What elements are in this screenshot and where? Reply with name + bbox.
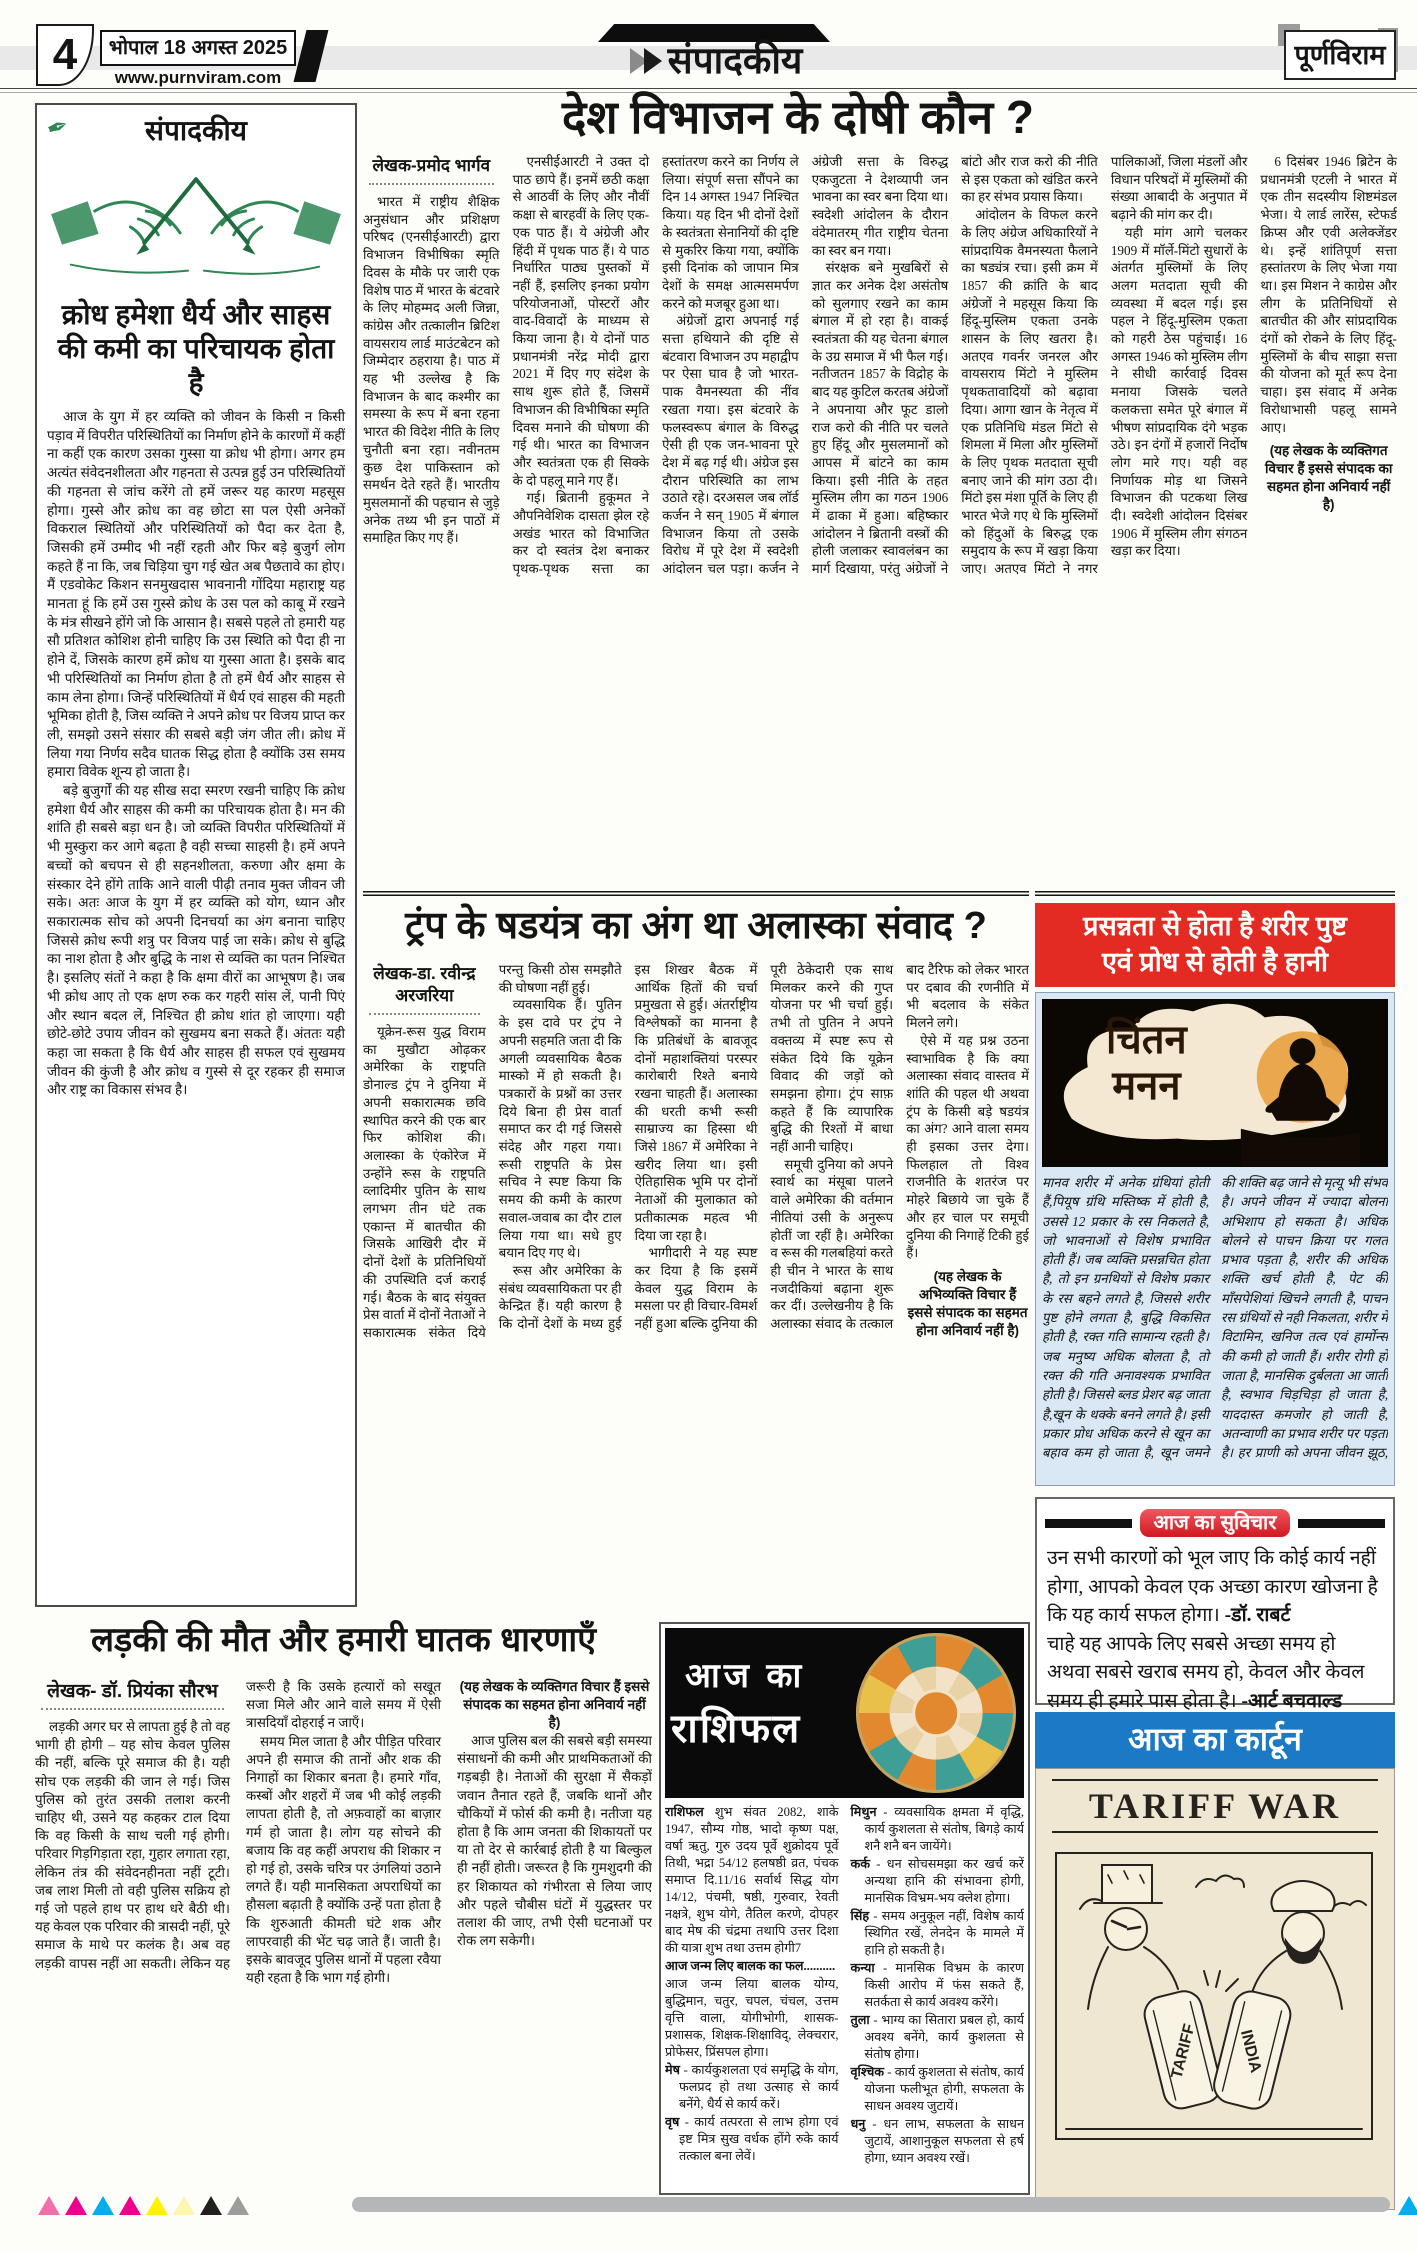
article-paragraph: भारत में राष्ट्रीय शैक्षिक अनुसंधान और प्रशिक्षण परिषद (एनसीईआरटी) द्वारा विभाजन विभीषिका स्मृति दिवस के मौके पर जारी एक विशेष पाठ में भारत के बंटवारे के लिए मोहम्मद अली जिन्ना, कांग्रेस और तत्कालीन ब्रिटिश वायसराय लार्ड माउंटबेटन को जिम्मेदार ठहराया है। पाठ में यह भी उल्लेख है कि विभाजन के बाद कश्मीर का समस्या के रूप में बना रहना भारत की विदेश नीति के लिए चुनौती बना रहा। नवीनतम कुछ देश पाकिस्तान को समर्थन देते रहते हैं। भारतीय मुसलमानों की पहचान से जुड़े अनेक तथ्य भी इन पाठों में समाहित किए गए हैं। [363, 194, 500, 546]
section-divider [363, 891, 1029, 898]
masthead-title: पूर्णविराम [1284, 30, 1396, 80]
header-bar [1045, 1519, 1132, 1528]
zodiac-wheel [856, 1633, 1016, 1793]
health-headline-line1: प्रसन्नता से होता है शरीर पुष्ट [1083, 911, 1347, 941]
chintan-manan-box [1035, 992, 1395, 1486]
shield-label-india: INDIA [1237, 2028, 1265, 2075]
girl-article-headline: लड़की की मौत और हमारी घातक धारणाएँ [90, 1621, 597, 1659]
trump-article-byline: लेखक-डा. रवीन्द्र अरजरिया [373, 964, 476, 1005]
rashi-sign: कर्क [850, 1857, 870, 1871]
rashi-text: - धन सोचसमझा कर खर्च करें अन्यथा हानि की संभावना होगी, मानसिक विभ्रम-भय क्लेश होगा। [864, 1857, 1024, 1905]
rashi-text: - मानसिक विभ्रम के कारण किसी आरोप में फंस सकते हैं, सतर्कता से कार्य अवश्य करेंगे। [864, 1961, 1024, 2009]
article-paragraph: समूची दुनिया को अपने स्वार्थ का मंसूबा पालने वाले अमेरिका की वर्तमान नीतियां उसी के अनुरूप होतीं जा रहीं है। अमेरिका व रूस की गलबहियां करते ही चीन ने भारत के साथ नजदीकियां बढ़ाना शुरू कर दीं। उल्लेखनीय है कि अलास्का संवाद के तत्काल बाद टैरिफ को लेकर भारत पर दबाव की रणनीति में भी बदलाव के संकेत मिलने लगे। [770, 962, 1029, 1332]
tariff-war-cartoon [1046, 1835, 1382, 2165]
quote-text: चाहे यह आपके लिए सबसे अच्छा समय हो अथवा सबसे खराब समय हो, केवल और केवल समय ही हमारे पास होता है। [1047, 1633, 1365, 1712]
article-paragraph: यही मांग आगे चलकर 1909 में मॉर्ले-मिंटो सुधारों के अंतर्गत मुस्लिमों के लिए अलग मतदाता सूची की व्यवस्था में बदल गई। इस पहल ने हिंदू-मुस्लिम एकता को गहरी ठेस पहुंचाई। 16 अगस्त 1946 को मुस्लिम लीग ने सीधी कार्रवाई दिवस मनाया जिसके चलते कलकत्ता समेत पूरे बंगाल में भीषण सांप्रदायिक दंगे भड़क उठे। इन दंगों में हजारों निर्दोष लोग मारे गए। यही वह निर्णायक मोड़ था जिसने विभाजन की पटकथा लिख दी। स्वदेशी आंदोलन दिसंबर 1906 में मुस्लिम लीग संगठन खड़ा कर दिया। [1110, 224, 1248, 559]
article-paragraph: ऐसे में यह प्रश्न उठना स्वाभाविक है कि क्या अलास्का संवाद वास्तव में शांति की पहल थी अथवा ट्रंप के किसी बड़े षडयंत्र का अंग? आने वाला समय ही इसका उत्तर देगा। फिलहाल तो विश्व राजनीति के शतरंज पर मोहरे बिछाये जा चुके हैं और हर चाल पर समूची दुनिया की निगाहें टिकी हुई हैं। [906, 1032, 1029, 1261]
rashi-sign: मेष [665, 2063, 680, 2077]
rashi-entry [851, 1908, 1025, 1959]
rashifal-intro-label: राशिफल [665, 1805, 704, 1819]
trump-article-headline: ट्रंप के षडयंत्र का अंग था अलास्का संवाद ? [405, 905, 987, 947]
rashifal-box [659, 1622, 1030, 2195]
article-paragraph: 6 दिसंबर 1946 ब्रिटेन के प्रधानमंत्री एटली ने भारत में एक तीन सदस्यीय शिष्टमंडल भेजा। ये लार्ड लारेंस, स्टेफर्ड क्रिप्स और एवी अलेक्जेंडर थे। इन्हें शांतिपूर्ण सत्ता हस्तांतरण के लिए भेजा गया था। इस मिशन ने काग्रेस और लीग के प्रतिनिधियों से बातचीत की और सांप्रदायिक दंगों को रोकने के लिए हिंदू-मुस्लिमों के बीच साझा सत्ता की योजना को मूर्त रूप देना चाहा। इस संवाद में अनेक विरोधाभासी पहलू सामने आए। [1260, 154, 1397, 435]
header-bar [1298, 1519, 1385, 1528]
print-registration-marks [38, 2196, 249, 2215]
lead-article-byline: लेखक-प्रमोद भार्गव [372, 156, 491, 175]
cartoon-box [1035, 1712, 1395, 2210]
quote-text: उन सभी कारणों को भूल जाए कि कोई कार्य नहीं होगा, आपको केवल एक अच्छा कारण खोजना है कि यह कार्य सफल होगा। [1047, 1548, 1378, 1626]
rashi-sign: सिंह [850, 1909, 870, 1923]
trump-article-disclaimer: (यह लेखक के अभिव्यक्ति विचार हैं इससे संपादक का सहमत होना अनिवार्य नहीं है) [907, 1268, 1028, 1338]
article-paragraph: संरक्षक बने मुखबिरों से ज्ञात कर अनेक देश असंतोष को सुलगाए रखने का काम बंगाल में हो रहा है। वाकई स्वतंत्रता की यह चेतना बंगाल के उग्र समाज में भी फैल गई। नतीजतन 1857 के विद्रोह के बाद यह कुटिल करतब अंग्रेजों ने अपनाया और फूट डालो राज करो की नीति पर चलते हुए हिंदू और मुसलमानों को आपस में बांटने का काम किया। इसी नीति के तहत मुस्लिम लीग का गठन 1906 में ढाका में हुआ। बहिष्कार आंदोलन ने ब्रितानी वस्त्रों की होली जलाकर स्वावलंबन का मार्ग दिखाया, परंतु अंग्रेजों ने बांटो और राज करो की नीति से इस एकता को खंडित करने का हर संभव प्रयास किया। [811, 154, 1098, 577]
rashifal-title-line2: राशिफल [671, 1707, 802, 1751]
balak-heading: आज जन्म लिए बालक का फल.......... [665, 1959, 836, 1973]
registration-triangle [38, 2196, 60, 2215]
registration-triangle [119, 2196, 141, 2215]
writing-hands-illustration [47, 149, 345, 289]
page-number: 4 [36, 24, 94, 86]
registration-triangle [146, 2196, 168, 2215]
girl-article-body [35, 1678, 652, 2186]
editorial-box [35, 103, 357, 1607]
rashi-sign: वृष [665, 2115, 680, 2129]
rashi-text: - कार्य कुशलता से संतोष, कार्य योजना फलीभूत होगी, सफलता के साधन अवश्य जुटायें। [864, 2065, 1024, 2113]
girl-article-disclaimer: (यह लेखक के व्यक्तिगत विचार हैं इससे संपादक का सहमत होना अनिवार्य नहीं है) [459, 1679, 650, 1730]
byline-divider [41, 1708, 224, 1710]
quill-pen-icon: ✒ [42, 110, 73, 145]
rashi-text: - कार्य तत्परता से लाभ होगा एवं इष्ट मित्र सुख वर्धक होंगे रुके कार्य तत्काल बना लेवें। [679, 2115, 839, 2163]
registration-triangle [65, 2196, 87, 2215]
trump-article-body [363, 961, 1029, 1607]
section-header [566, 40, 866, 82]
article-paragraph: गई। ब्रितानी हुकूमत ने औपनिवेशिक दासता झेल रहे अखंड भारत को विभाजित कर दो स्वतंत्र देश बनाकर पृथक-पृथक सत्ता का हस्तांतरण करने का निर्णय ले लिया। संपूर्ण सत्ता सौंपने का दिन 14 अगस्त 1947 निश्चित किया। यह दिन भी दोनों देशों के स्वतंत्रता सेनानियों की दृष्टि से मुकरिर किया गया, क्योंकि इसी दिनांक को जापान मित्र देशों के समक्ष आत्मसमर्पण करने को मजबूर हुआ था। [512, 154, 799, 577]
article-paragraph: समय मिल जाता है और पीड़ित परिवार अपने ही समाज की तानों और शक की निगाहों का शिकार बनता है। हमारे गाँव, कस्बों और शहरों में जब भी कोई लड़की लापता होती है, तो अफ़वाहों का बाज़ार गर्म हो जाता है। लोग यह सोचने की बजाय कि वह कहीं अपराध की शिकार न हो गई हो, उसके चरित्र पर उंगलियां उठाने लगते हैं। यही मानसिकता अपराधियों का हौसला बढ़ाती है क्योंकि उन्हें पता होता है कि शुरुआती कीमती घंटे शक और लापरवाही की भेंट चढ़ जाते हैं। जाती है। इसके बावजूद पुलिस थानों में पहला रवैया यही रहता है कि भाग गई होगी। [246, 1733, 441, 1986]
article-paragraph: भागीदारी ने यह स्पष्ट कर दिया है कि इसमें केवल युद्ध विराम के मसला पर ही विचार-विमर्श नहीं हुआ बल्कि दुनिया की पूरी ठेकेदारी एक साथ मिलकर करने की गुप्त योजना पर भी चर्चा हुई। तभी तो पुतिन ने अपने वक्तव्य में स्पष्ट रूप से संकेत दिये कि यूक्रेन विवाद की जड़ों को समझना होगा। ट्रंप साफ़ कहते हैं कि व्यापारिक बुद्धि की रिश्तों में बाधा नहीं आनी चाहिए। [634, 962, 894, 1332]
chintan-body: मानव शरीर में अनेक ग्रंथियां होती हैं,पियूष ग्रंथि मस्तिष्क में होती है, उससे 12 प्रकार के रस निकलते है, जो भावनाओं से विशेष प्रभावित होती हैं। जब व्यक्ति प्रसन्नचित होता है, तो इन ग्रनथियों से विशेष प्रकार के रस बहने लगते है, जिससे शरीर पुष्ट होने लगता है, बुद्धि विकसित होती है, रक्त गति सामान्य रहती है। जब मनुष्य अधिक बोलता है, तो रक्त की गति अनावश्यक प्रभावित होती है। जिससे ब्लड प्रेशर बढ़ जाता है,खून के थक्के बनने लगते है। इसी प्रकार प्रोध अधिक करने से खून का बहाव कम हो जाता है, खून जमने की शक्ति बढ़ जाने से मृत्यू भी संभव है। अपने जीवन में ज्यादा बोलना अभिशाप हो सकता है। अधिक बोलने से पाचन क्रिया पर गलत प्रभाव पड़ता है, शरीर की अधिक शक्ति खर्च होती है, पेट की माँसपेशियां खिचने लगती है, पाचन रस ग्रंथियों से नही निकलता, शरीर में विटामिन, खनिज तत्व एवं हार्मोन्स की कमी हो जाती हैं। शरीर रोगी हो जाता है, मानसिक दुर्बलता आ जाती है, स्वभाव चिड़चिड़ा हो जाता है, याददास्त कमजोर हो जाती है, अतन्वाणी का प्रभाव शरीर पर पड़ता है। हर प्राणी को अपना जीवन झूठ, [1042, 1175, 1388, 1461]
rashi-entry [851, 1804, 1025, 1855]
rashi-text: - भाग्य का सितारा प्रबल हो, कार्य अवश्य बनेंगे, कार्य कुशलता से संतोष होगा। [864, 2013, 1024, 2061]
rashi-text: - कार्यकुशलता एवं समृद्धि के योग, फलप्रद हो तथा उत्साह से कार्य बनेंगे, धैर्य से कार्य करें। [679, 2063, 839, 2111]
rashi-text: - समय अनुकूल नहीं, विशेष कार्य स्थिगित रखें, लेनदेन के मामले में हानि हो सकती है। [864, 1909, 1024, 1957]
rashi-text: - धन लाभ, सफलता के साधन जुटायें, आशानुकूल सफलता से हर्ष होगा, ध्यान अवश्य रखें। [864, 2117, 1024, 2165]
chintan-title [1106, 1017, 1187, 1109]
website-url: www.purnviram.com [114, 68, 282, 87]
rashi-sign: धनु [850, 2117, 866, 2131]
rashifal-intro [665, 1804, 839, 1957]
suvichar-box [1035, 1497, 1395, 1712]
zodiac-wheel-center [915, 1692, 957, 1734]
cartoon-body [1035, 1768, 1395, 2210]
date-box: भोपाल 18 अगस्त 2025 [100, 30, 296, 66]
rashi-text: - व्यवसायिक क्षमता में वृद्धि, कार्य कुशलता से संतोष, बिगड़े कार्य शनै शनै बन जायेंगे। [864, 1805, 1024, 1853]
balak-text: आज जन्म लिया बालक योग्य, बुद्धिमान, चतुर, चपल, चंचल, उत्तम वृत्ति वाला, योगीभोगी, शासक-प्रशासक, शिक्षक-शिक्षाविद्, लेक्चरार, प्रोफेसर, प्रिंसपल होगा। [665, 1977, 839, 2059]
byline-divider [369, 183, 494, 185]
article-paragraph: एनसीईआरटी ने उक्त दो पाठ छापे हैं। इनमें छठी कक्षा से आठवीं के लिए और नौवीं कक्षा से बारहवीं के लिए एक-एक पाठ हैं। ये अंग्रेजी और हिंदी में पृथक पाठ हैं। ये पाठ निर्धारित पाठ्य पुस्तकों में नहीं हैं, इसलिए इनका प्रयोग परियोजनाओं, पोस्टरों और वाद-विवादों के माध्यम से किया जाना है। ये दोनों पाठ प्रधानमंत्री नरेंद्र मोदी द्वारा 2021 में दिए गए संदेश के साथ शुरू होते हैं, जिसमें विभाजन की विभीषिका स्मृति दिवस मनाने की घोषणा की गई थी। भारत का विभाजन और स्वतंत्रता एक ही सिक्के के दो पहलू माने गए हैं। [512, 154, 650, 488]
rashifal-title-line1: आज का [685, 1657, 806, 1695]
article-paragraph: लड़की अगर घर से लापता हुई है तो वह भागी ही होगी – यह सोच केवल पुलिस की नहीं, बल्कि पूरे समाज की है। यही सोच एक लड़की की जान ले गई। जिस पुलिस को तुरंत उसकी तलाश करनी चाहिए थी, उसने यह कहकर टाल दिया कि वह किसी के साथ चली गई होगी। परिवार गिड़गिड़ाता रहा, गुहार लगाता रहा, लेकिन तंत्र की संवेदनहीनता नहीं टूटी। जब लाश मिली तो वही पुलिस सक्रिय हो गई जो पहले हाथ पर हाथ धरे बैठी थी। यह केवल एक परिवार की त्रासदी नहीं, पूरे समाज के माथे पर कलंक है। अब वह लड़की वापस नहीं आ सकती। लेकिन यह जरूरी है कि उसके हत्यारों को सखूत सजा मिले और आने वाले समय में ऐसी त्रासदियाँ दोहराई न जाएँ। [35, 1679, 441, 1971]
editorial-box-title: संपादकीय [145, 115, 247, 146]
rashifal-banner [665, 1628, 1024, 1798]
chintan-title-line1: चिंतन [1106, 1018, 1187, 1062]
suvichar-title: आज का सुविचार [1140, 1509, 1291, 1537]
article-paragraph: आंदोलन के विफल करने के लिए अंग्रेज अधिकारियों ने सांप्रदायिक वैमनस्यता फैलाने का षड्यंत्र रचा। इसी क्रम में 1857 की क्रांति के बाद अंग्रेजों ने महसूस किया कि हिंदू-मुस्लिम एकता उनके शासन के लिए खतरा है। अतएव गवर्नर जनरल और वायसराय मिंटो ने मुस्लिम पृथकतावादियों को बढ़ावा दिया। आगा खान के नेतृत्व में एक प्रतिनिधि मंडल मिंटो से शिमला में मिला और मुस्लिमों के लिए पृथक मतदाता सूची बनाए जाने की मांग उठा दी। मिंटो इस मंशा पूर्ति के लिए ही भारत भेजे गए थे कि मुस्लिमों को हिंदुओं के बिरुद्ध एक समुदाय के रूप में खड़ा किया जाए। अतएव मिंटो ने नगर पालिकाओं, जिला मंडलों और विधान परिषदों में मुस्लिमों की संख्या आबादी के अनुपात में बढ़ाने की मांग कर दी। [961, 154, 1248, 577]
rashi-sign: वृश्चिक [850, 2065, 885, 2079]
registration-triangle [1398, 2196, 1417, 2215]
lead-article-disclaimer: (यह लेखक के व्यक्तिगत विचार हैं इससे संपादक का सहमत होना अनिवार्य नहीं है) [1264, 443, 1393, 513]
article-paragraph: आज पुलिस बल की सबसे बड़ी समस्या संसाधनों की कमी और प्राथमिकताओं की गड़बड़ी है। नेताओं की सुरक्षा में सैकड़ों जवान तैनात रहते हैं, जबकि थानों और चौकियों में फोर्स की कमी है। नतीजा यह होता है कि आम जनता की शिकायतों पर या तो देर से कार्रबाई होती है या बिल्कुल ही नहीं होती। जरूरत है कि गुमशुदगी की हर शिकायत को गंभीरता से लिया जाए और पहले चौबीस घंटों में युद्धस्तर पर तलाश की जाए, तभी ऐसी घटनाओं पर रोक लग सकेगी। [457, 1733, 652, 1949]
rashi-sign: कन्या [850, 1961, 875, 1975]
cartoon-caption: TARIFF WAR [1088, 1786, 1342, 1826]
chevron-right-icon [644, 48, 662, 74]
shield-label-tariff: TARIFF [1168, 2022, 1199, 2081]
rashifal-text [665, 1804, 1024, 2188]
article-paragraph: आज के युग में हर व्यक्ति को जीवन के किसी न किसी पड़ाव में विपरीत परिस्थितियों का निर्माण होने के कारणों में कहीं ना कहीं एक कारण उसका गुस्सा या क्रोध भी होगा। अगर हम अत्यंत संवेदनशीलता और गहनता से उत्पन्न हुई उन परिस्थितियों की गहनता से जांच करेंगे तो हमें जरूर यह कारण महसूस होगा। गुस्से और क्रोध का वह छोटा सा पल ऐसी अनेकों विकराल स्थितियों और परिस्थितियों को पैदा कर देता है, जिसकी हमें उम्मीद भी नहीं रहती और फिर बड़े बुजुर्ग लोग कहते हैं ना कि, जब चिड़िया चुग गई खेत अब पैछतावे का होए। मैं एडवोकेट किशन सनमुखदास भावनानी गोंदिया महाराष्ट्र यह मानता हूं कि हमें उस गुस्से क्रोध के उस पल को काबू में रखने के मंत्र सीखने होंगे जो कि आसान है। सबसे पहले तो हमारी यह सौ प्रतिशत कोशिश होनी चाहिए कि उस स्थिति को पैदा ही ना होने दें, जिसके कारण हमें क्रोध या गुस्सा आता है। इसके बाद भी परिस्थितियों का निर्माण होता है तो हमें धैर्य और साहस से काम लेना होगा। जिन्हें परिस्थितियों में धैर्य एवं साहस की महती भूमिका होती है, जिस व्यक्ति ने अपने क्रोध पर विजय प्राप्त कर ली, समझो उसने संसार की सबसे बड़ी जंग जीत ली। क्रोध में लिया गया निर्णय सदैव घातक सिद्ध होता है क्योंकि उस समय हमारा विवेक शून्य हो जाता है। [47, 409, 345, 780]
rashi-entry [851, 2064, 1025, 2115]
rashi-sign: तुला [850, 2013, 870, 2027]
suvichar-text [1037, 1539, 1393, 1722]
registration-triangle [200, 2196, 222, 2215]
lead-article-headline: देश विभाजन के दोषी कौन ? [561, 91, 1035, 143]
girl-article-byline: लेखक- डॉ. प्रियंका सौरभ [47, 1681, 218, 1702]
section-divider [1035, 891, 1395, 898]
health-headline-line2: एवं प्रोध से होती है हानी [1101, 947, 1329, 977]
rashi-sign: मिथुन [850, 1805, 877, 1819]
article-paragraph: रूस और अमेरिका के संबंध व्यवसायिकता पर ही केन्द्रित हैं। यही कारण है कि दोनों देशों के मध्य हुई इस शिखर बैठक में आर्थिक हितों की चर्चा प्रमुखता से हुई। अंतर्राष्ट्रीय विश्लेषकों का मानना है कि प्रतिबंधों के बावजूद दोनों महाशक्तियां परस्पर कारोबारी रिश्ते बनाये रखना चाहती हैं। अलास्का की धरती कभी रूसी साम्राज्य का हिस्सा थी जिसे 1867 में अमेरिका ने खरीद लिया था। इसी ऐतिहासिक भूमि पर दोनों नेताओं की मुलाकात को प्रतीकात्मक महत्व भी दिया जा रहा है। [498, 962, 758, 1332]
quote-author: -आर्ट बचवाल्ड [1241, 1690, 1343, 1712]
rashi-entry [851, 2116, 1025, 2167]
rule [1052, 1779, 1378, 1781]
rule [1052, 1831, 1378, 1833]
rashi-entry [851, 1856, 1025, 1907]
rashi-entry [665, 2114, 839, 2165]
article-paragraph: बड़े बुजुर्गों की यह सीख सदा स्मरण रखनी चाहिए कि क्रोध हमेशा धैर्य और साहस की कमी का परिचायक होता है। मन की शांति ही सबसे बड़ा धन है। जो व्यक्ति विपरीत परिस्थितियों में भी मुस्कुरा कर आगे बढ़ता है वही सच्चा साहसी है। हमें अपने बच्चों को बचपन से ही सहनशीलता, करुणा और क्षमा के संस्कार देने होंगे ताकि आने वाली पीढ़ी तनाव मुक्त जीवन जी सके। अतः आज के युग में हर व्यक्ति को योग, ध्यान और सकारात्मक सोच को अपनी दिनचर्या का अंग बनाना चाहिए जिससे क्रोध रूपी शत्रु पर विजय पाई जा सके। क्रोध से बुद्धि का नाश होता है और बुद्धि के नाश से व्यक्ति का पतन निश्चित है। इसलिए संतों ने कहा है कि क्षमा वीरों का आभूषण है। जब भी क्रोध आए तो एक क्षण रुक कर गहरी सांस लें, पानी पिएं और स्थान बदल लें, निश्चित ही क्रोध शांत हो जाएगा। यही छोटे-छोटे उपाय जीवन को सुखमय बना सकते हैं। अंततः यही कहा जा सकता है कि धैर्य और साहस ही सफल एवं सुखमय जीवन की कुंजी है और क्रोध व गुस्से से दूर रहकर ही समाज और राष्ट्र का विकास संभव है। [47, 783, 345, 1098]
print-color-bar [352, 2197, 1390, 2212]
rashi-entry [851, 2012, 1025, 2063]
editorial-headline: क्रोध हमेशा धैर्य और साहस की कमी का परिचायक होता है [57, 299, 335, 398]
rashi-entry [851, 1960, 1025, 2011]
editorial-body [47, 408, 345, 1100]
rashi-entry [665, 2062, 839, 2113]
chintan-title-line2: मनन [1112, 1064, 1181, 1108]
meditation-illustration [1042, 999, 1388, 1167]
quote-author: -डॉ. राबर्ट [1224, 1605, 1291, 1626]
section-title: संपादकीय [667, 40, 803, 81]
article-paragraph: अंग्रेजों द्वारा अपनाई गई सत्ता हथियाने की दृष्टि से बंटवारा विभाजन उप महाद्वीप पर ऐसा घाव है जो भारत-पाक वैमनस्यता की नींव रखता गया। इस बंटवारे के फलस्वरूप बंगाल के विरुद्ध ऐसी ही एक जन-भावना पूरे देश में बढ़ गई थी। अंग्रेज इस दौरान परिस्थिति का लाभ उठाते रहे। दरअसल जब लॉर्ड कर्जन ने सन् 1905 में बंगाल विभाजन किया तो उसके विरोध में पूरे देश में स्वदेशी आंदोलन चल पड़ा। कर्जन ने अंग्रेजी सत्ता के विरुद्ध एकजुटता ने देशव्यापी जन भावना का स्वर बना दिया था। स्वदेशी आंदोलन के दौरान वंदेमातरम् गीत राष्ट्रीय चेतना का स्वर बन गया। [662, 154, 949, 577]
article-paragraph: व्यवसायिक हैं। पुतिन के इस दावे पर ट्रंप ने अपनी सहमति जता दी कि अगली व्यवसायिक बैठक मास्को में हो सकती है। पत्रकारों के प्रश्नों का उत्तर दिये बिना ही प्रेस वार्ता समाप्त कर दी गई जिससे संदेह और गहरा गया। रूसी राष्ट्रपति के प्रेस सचिव ने स्पष्ट किया कि समय की कमी के कारण सवाल-जवाब का दौर टाल लिया गया था। सधे हुए बयान दिए गए थे। [498, 997, 622, 1261]
suvichar-header [1037, 1499, 1393, 1539]
article-paragraph: यूक्रेन-रूस युद्ध विराम का मुखौटा ओढ़कर अमेरिका के राष्ट्रपति डोनाल्ड ट्रंप ने दुनिया में अपनी सकारात्मक छवि स्थापित करने की एक बार फिर कोशिश की। अलास्का के एंकोरेज में उन्होंने रूस के राष्ट्रपति व्लादिमीर पुतिन के साथ लगभग तीन घंटे तक एकान्त में बातचीत की जिसके आखिरी दौर में दोनों देशों के प्रतिनिधियों की उपस्थिति दर्ज कराई गई। बैठक के बाद संयुक्त प्रेस वार्ता में दोनों नेताओं ने सकारात्मक संकेत दिये परन्तु किसी ठोस समझौते की घोषणा नहीं हुई। [363, 962, 622, 1340]
byline-divider [369, 1013, 480, 1015]
registration-triangle [227, 2196, 249, 2215]
health-box-headline [1035, 903, 1395, 987]
lead-article-body [363, 153, 1397, 888]
registration-triangle [173, 2196, 195, 2215]
registration-triangle [92, 2196, 114, 2215]
cartoon-title: आज का कार्टून [1035, 1712, 1395, 1768]
rashifal-intro-text: शुभ संवत 2082, शाके 1947, सौम्य गोष्ठ, भादो कृष्ण पक्ष, वर्षा ऋतु, गुरु उदय पूर्वे शुक्रोदय पूर्वे तिथी, भद्रा 54/12 हलषष्ठी व्रत, पंचक समाप्त दि.11/16 सर्वार्थ सिद्ध योग 14/12, पंचमी, षष्ठी, गुरुवार, रेवती नक्षत्रे, शुभ योगे, तैतिल करणे, दोपहर बाद मेष की चंद्रमा तथापि उत्तर दिशा की यात्रा शुभ तथा उत्तम होगी7 [665, 1805, 839, 1955]
